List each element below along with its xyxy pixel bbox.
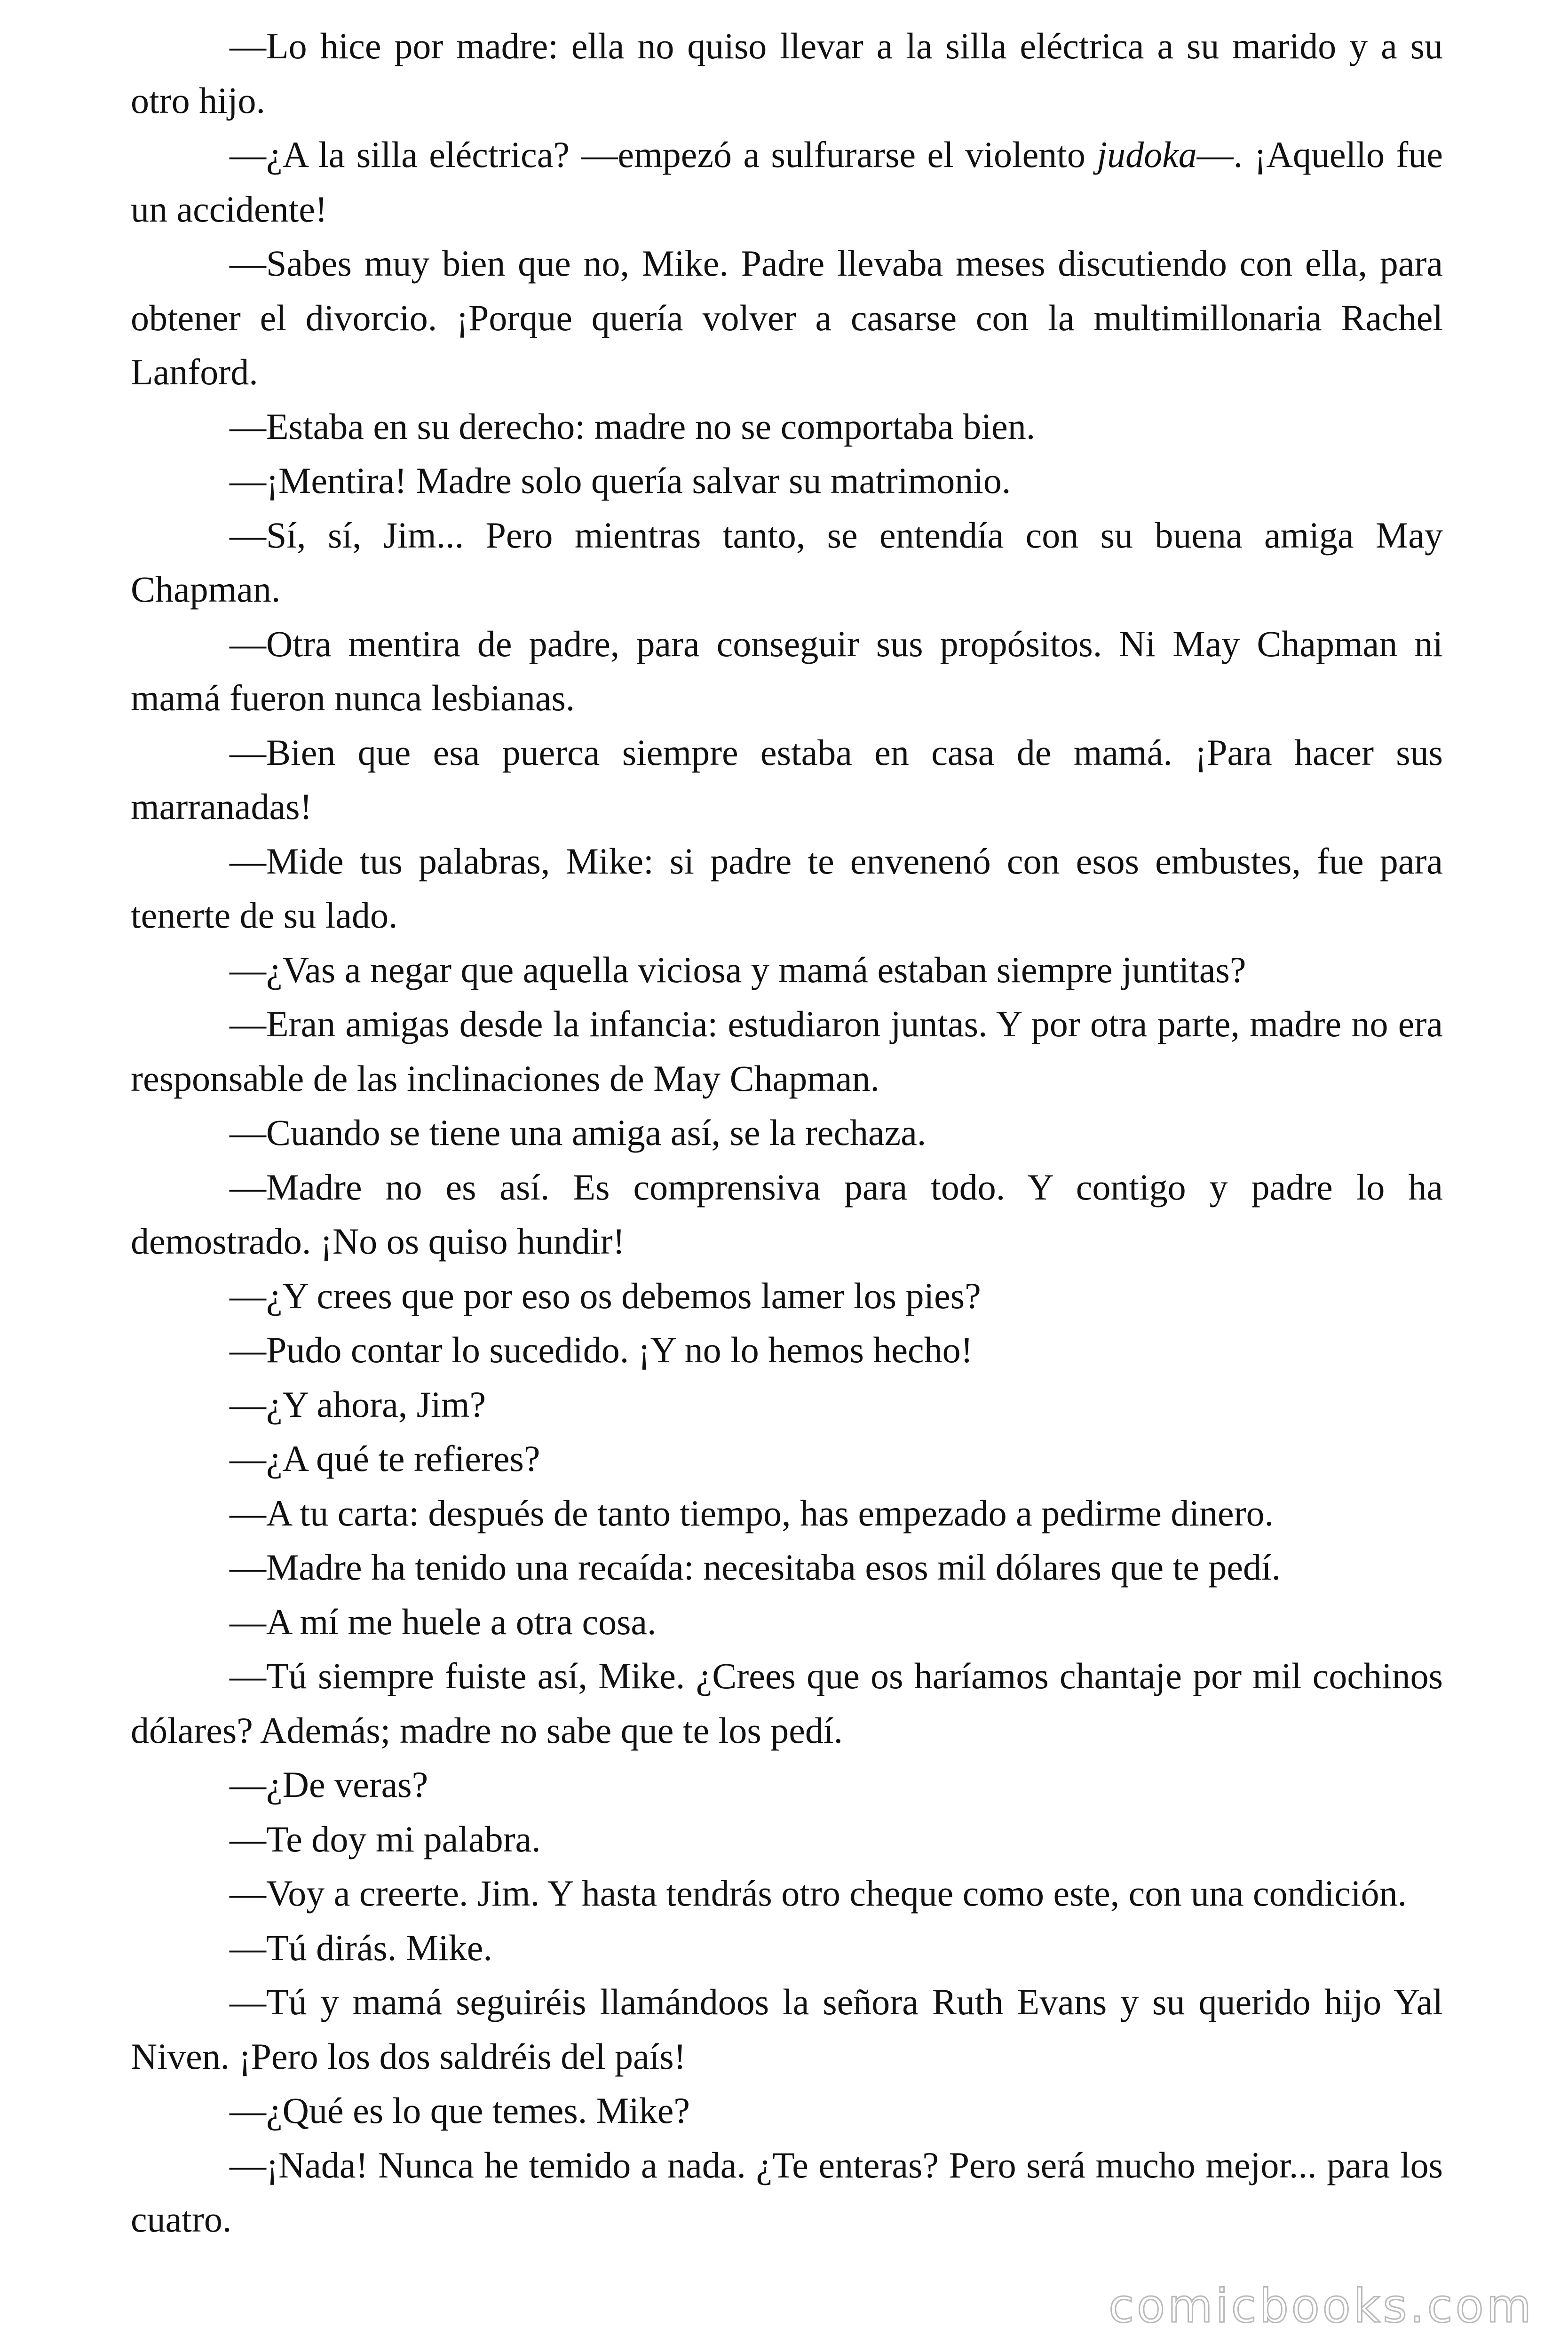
dialogue-paragraph: —Sabes muy bien que no, Mike. Padre llevaba meses discutiendo con ella, para obtener el divorcio. ¡Porque quería volver a casarse con la multimillonaria Rachel Lanford.: [131, 243, 1443, 392]
dialogue-paragraph: —Te doy mi palabra.: [230, 1818, 541, 1859]
dialogue-paragraph: —Eran amigas desde la infancia: estudiaron juntas. Y por otra parte, madre no era responsable de las inclinaciones de May Chapman.: [131, 1003, 1443, 1099]
dialogue-paragraph: —Estaba en su derecho: madre no se comportaba bien.: [230, 405, 1036, 447]
dialogue-paragraph: —¡Nada! Nunca he temido a nada. ¿Te enteras? Pero será mucho mejor... para los cuatro.: [131, 2144, 1443, 2240]
dialogue-paragraph: —¿Y crees que por eso os debemos lamer los pies?: [230, 1275, 981, 1316]
dialogue-paragraph: —¿A la silla eléctrica? —empezó a sulfurarse el violento judoka—. ¡Aquello fue un accidente!: [131, 134, 1443, 230]
dialogue-paragraph: —¿A qué te refieres?: [230, 1438, 540, 1479]
dialogue-paragraph: —¡Mentira! Madre solo quería salvar su matrimonio.: [230, 460, 1011, 501]
dialogue-paragraph: —¿Vas a negar que aquella viciosa y mamá estaban siempre juntitas?: [230, 949, 1246, 990]
dialogue-paragraph: —Tú y mamá seguiréis llamándoos la señora Ruth Evans y su querido hijo Yal Niven. ¡Pero los dos saldréis del país!: [131, 1981, 1443, 2077]
dialogue-paragraph: —Tú siempre fuiste así, Mike. ¿Crees que os haríamos chantaje por mil cochinos dólares? Además; madre no sabe que te los pedí.: [131, 1655, 1443, 1751]
dialogue-paragraph: —Otra mentira de padre, para conseguir sus propósitos. Ni May Chapman ni mamá fueron nunca lesbianas.: [131, 623, 1443, 718]
dialogue-paragraph: —Cuando se tiene una amiga así, se la rechaza.: [230, 1112, 927, 1153]
dialogue-paragraph: —A mí me huele a otra cosa.: [230, 1601, 657, 1642]
dialogue-paragraph: —Bien que esa puerca siempre estaba en casa de mamá. ¡Para hacer sus marranadas!: [131, 731, 1443, 827]
dialogue-paragraph: —¿Y ahora, Jim?: [230, 1383, 486, 1425]
dialogue-paragraph: —Sí, sí, Jim... Pero mientras tanto, se entendía con su buena amiga May Chapman.: [131, 514, 1443, 610]
dialogue-paragraph: —Voy a creerte. Jim. Y hasta tendrás otro cheque como este, con una condición.: [230, 1873, 1407, 1914]
dialogue-paragraph: —Madre ha tenido una recaída: necesitaba esos mil dólares que te pedí.: [230, 1547, 1281, 1588]
dialogue-paragraph: —¿De veras?: [230, 1764, 428, 1805]
italic-term: judoka: [1097, 134, 1197, 175]
site-watermark: comicbooks.com: [1109, 2280, 1534, 2333]
book-page-text: [131, 19, 1443, 2247]
dialogue-paragraph: —Lo hice por madre: ella no quiso llevar a la silla eléctrica a su marido y a su otro hijo.: [131, 25, 1443, 121]
dialogue-paragraph: —A tu carta: después de tanto tiempo, has empezado a pedirme dinero.: [230, 1492, 1274, 1534]
dialogue-paragraph: —Madre no es así. Es comprensiva para todo. Y contigo y padre lo ha demostrado. ¡No os quiso hundir!: [131, 1166, 1443, 1262]
dialogue-paragraph: —Tú dirás. Mike.: [230, 1927, 492, 1968]
dialogue-paragraph: —Mide tus palabras, Mike: si padre te envenenó con esos embustes, fue para tenerte de su lado.: [131, 840, 1443, 936]
dialogue-paragraph: —¿Qué es lo que temes. Mike?: [230, 2090, 690, 2131]
dialogue-paragraph: —Pudo contar lo sucedido. ¡Y no lo hemos hecho!: [230, 1329, 973, 1370]
